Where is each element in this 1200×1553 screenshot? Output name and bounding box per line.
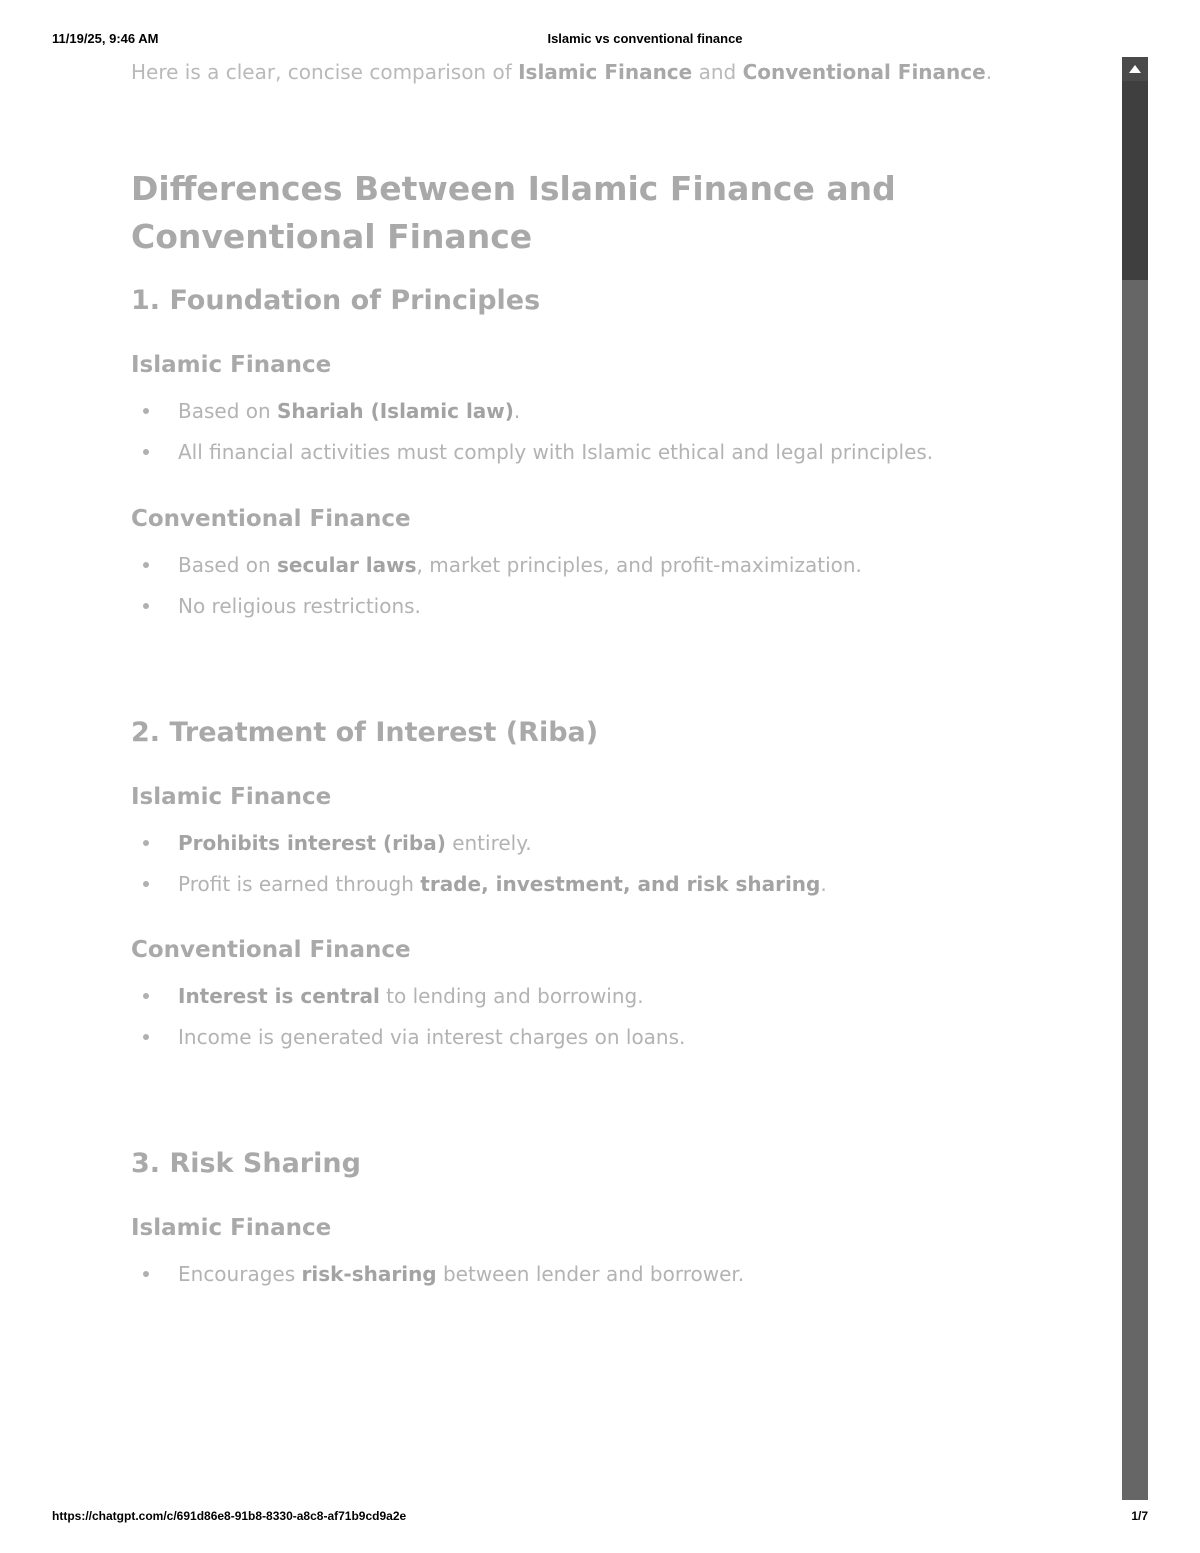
- intro-text: Here is a clear, concise comparison of: [131, 60, 519, 84]
- list-item: [131, 592, 862, 633]
- bullet-text: All financial activities must comply with Islamic ethical and legal principles.: [178, 440, 934, 464]
- bullet-list: [131, 829, 827, 911]
- bullet-list: [131, 397, 933, 479]
- list-item: [131, 982, 685, 1023]
- bullet-bold: secular laws: [277, 553, 417, 577]
- bullet-text: to lending and borrowing.: [379, 984, 644, 1008]
- bullet-list: [131, 982, 685, 1064]
- list-item: [131, 870, 827, 911]
- page-title: Differences Between Islamic Finance and Conventional Finance: [131, 169, 896, 256]
- list-item: [131, 1023, 685, 1064]
- bullet-text: Profit is earned through: [178, 872, 421, 896]
- list-item: [131, 438, 933, 479]
- vertical-scrollbar[interactable]: [1122, 57, 1148, 1500]
- print-url: https://chatgpt.com/c/691d86e8-91b8-8330-a8c8-af71b9cd9a2e: [52, 1509, 407, 1523]
- bullet-bold: risk-sharing: [301, 1262, 437, 1286]
- print-header: [52, 31, 1148, 47]
- intro-text: .: [985, 60, 993, 84]
- intro-paragraph: [131, 60, 992, 84]
- bullet-text: No religious restrictions.: [178, 594, 421, 618]
- bullet-text: .: [513, 399, 521, 423]
- section-heading-foundation: 1. Foundation of Principles: [131, 285, 541, 316]
- subheading-conventional-finance: Conventional Finance: [131, 937, 411, 963]
- section-heading-interest: 2. Treatment of Interest (Riba): [131, 717, 599, 748]
- bullet-bold: Shariah (Islamic law): [277, 399, 514, 423]
- page-number: 1/7: [1131, 1509, 1148, 1523]
- bullet-bold: Interest is central: [178, 984, 380, 1008]
- subheading-islamic-finance: Islamic Finance: [131, 352, 332, 378]
- scrollbar-track[interactable]: [1122, 280, 1148, 1500]
- list-item: [131, 1260, 744, 1301]
- bullet-list: [131, 1260, 744, 1301]
- section-heading-risk-sharing: 3. Risk Sharing: [131, 1148, 361, 1179]
- bullet-text: Based on: [178, 399, 278, 423]
- chat-viewport[interactable]: [0, 48, 1116, 1500]
- print-footer: [52, 1509, 1148, 1525]
- list-item: [131, 397, 933, 438]
- bullet-bold: Prohibits interest (riba): [178, 831, 446, 855]
- print-datetime: 11/19/25, 9:46 AM: [52, 31, 159, 46]
- bullet-text: , market principles, and profit-maximization.: [416, 553, 862, 577]
- scrollbar-thumb[interactable]: [1122, 81, 1148, 280]
- list-item: [131, 551, 862, 592]
- list-item: [131, 829, 827, 870]
- intro-text: and: [692, 60, 743, 84]
- subheading-islamic-finance: Islamic Finance: [131, 1215, 332, 1241]
- bullet-bold: trade, investment, and risk sharing: [420, 872, 821, 896]
- scroll-up-arrow-icon[interactable]: [1122, 57, 1148, 81]
- bullet-text: between lender and borrower.: [436, 1262, 745, 1286]
- bullet-text: entirely.: [445, 831, 532, 855]
- print-document-title: Islamic vs conventional finance: [547, 31, 743, 46]
- bullet-text: .: [820, 872, 827, 896]
- subheading-islamic-finance: Islamic Finance: [131, 784, 332, 810]
- bullet-text: Based on: [178, 553, 278, 577]
- subheading-conventional-finance: Conventional Finance: [131, 506, 411, 532]
- bullet-list: [131, 551, 862, 633]
- bullet-text: Income is generated via interest charges on loans.: [178, 1025, 686, 1049]
- bullet-text: Encourages: [178, 1262, 302, 1286]
- intro-bold: Islamic Finance: [518, 60, 693, 84]
- intro-bold: Conventional Finance: [742, 60, 986, 84]
